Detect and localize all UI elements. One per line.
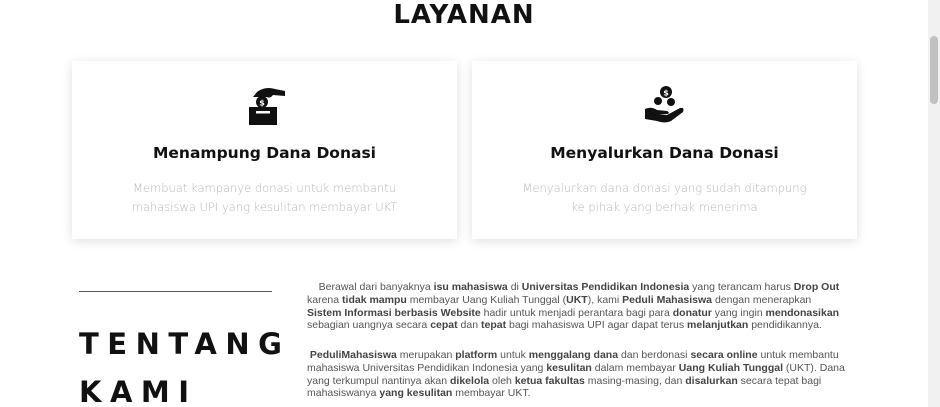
card-title: Menampung Dana Donasi	[152, 144, 376, 162]
donation-box-icon	[243, 83, 287, 127]
text-bold: Universitas Pendidikan Indonesia	[521, 281, 690, 293]
text-bold: donatur	[672, 306, 712, 319]
card-description	[112, 179, 417, 217]
about-title-line: TENTANG	[79, 327, 291, 361]
text-bold: platform	[455, 349, 498, 361]
text-bold: tidak mampu	[342, 293, 407, 306]
text-span: dan berdonasi	[618, 349, 691, 361]
text-bold: tepat	[480, 319, 507, 332]
text-span: dan	[457, 319, 481, 332]
text-span: membayar Uang Kuliah Tunggal (	[406, 293, 567, 306]
text-span: dalam membayar	[591, 361, 679, 374]
text-bold: mendonasikan	[765, 306, 840, 319]
text-bold: disalurkan	[685, 374, 738, 387]
card-desc-line: ke pihak yang berhak menerima	[571, 200, 758, 214]
text-span: ), kami	[587, 293, 623, 306]
text-bold: dikelola	[450, 374, 490, 387]
service-card-collect	[72, 61, 457, 239]
text-span: secara tepat bagi mahasiswanya	[307, 374, 822, 400]
text-span: untuk membantu mahasiswa Universitas Pendidikan Indonesia yang	[307, 349, 839, 374]
text-span: (UKT). Dana yang terkumpul nantinya akan	[307, 361, 845, 387]
text-span: pendidikannya.	[748, 319, 822, 332]
text-bold: secara online	[690, 349, 758, 361]
text-span: dengan menerapkan	[712, 293, 812, 306]
about-paragraph-1	[307, 281, 847, 332]
text-span: karena	[307, 293, 343, 306]
text-bold: Uang Kuliah Tunggal	[678, 361, 784, 374]
text-bold: Sistem Informasi berbasis Website	[307, 306, 481, 319]
service-card-distribute	[472, 61, 857, 239]
text-span: untuk	[497, 349, 529, 361]
svg-text:$: $	[258, 98, 265, 108]
text-span: di	[507, 281, 522, 293]
scrollbar-thumb[interactable]	[930, 36, 938, 104]
text-bold: menggalang dana	[528, 349, 619, 361]
text-span: merupakan	[396, 349, 456, 361]
text-bold: isu mahasiswa	[433, 281, 508, 293]
svg-text:$: $	[662, 88, 669, 98]
text-span: yang terancam harus	[689, 281, 794, 293]
card-title: Menyalurkan Dana Donasi	[550, 144, 779, 162]
text-span: bagi mahasiswa UPI agar dapat terus	[506, 319, 688, 332]
text-bold: ketua fakultas	[514, 374, 585, 387]
text-span: sebagian uangnya secara	[307, 319, 431, 332]
text-span: oleh	[489, 374, 515, 387]
text-span: Berawal dari banyaknya	[318, 281, 434, 293]
text-span: membayar UKT.	[452, 387, 531, 400]
text-bold: Drop Out	[793, 281, 840, 293]
text-bold: yang kesulitan	[379, 387, 453, 400]
text-span: masing-masing, dan	[584, 374, 686, 387]
section-title-layanan: LAYANAN	[393, 0, 535, 30]
text-span: hadir untuk menjadi perantara bagi para	[480, 306, 673, 319]
about-title-line: KAMI	[79, 375, 198, 407]
text-bold: kesulitan	[546, 361, 592, 374]
card-desc-line: Membuat kampanye donasi untuk membantu	[133, 181, 396, 195]
text-bold: PeduliMahasiswa	[309, 349, 397, 361]
card-description	[512, 179, 817, 217]
about-divider	[79, 291, 272, 292]
text-span: yang ingin	[711, 306, 766, 319]
about-title	[79, 320, 290, 407]
card-desc-line: mahasiswa UPI yang kesulitan membayar UKT	[131, 200, 398, 214]
text-bold: melanjutkan	[687, 319, 749, 332]
hand-coins-icon	[643, 83, 687, 127]
page-scrollbar[interactable]	[928, 0, 940, 407]
text-bold: cepat	[430, 319, 458, 332]
about-paragraph-2	[307, 349, 847, 400]
card-desc-line: Menyalurkan dana donasi yang sudah ditampung	[522, 181, 807, 195]
text-bold: UKT	[566, 293, 588, 306]
text-bold: Peduli Mahasiswa	[622, 293, 713, 306]
